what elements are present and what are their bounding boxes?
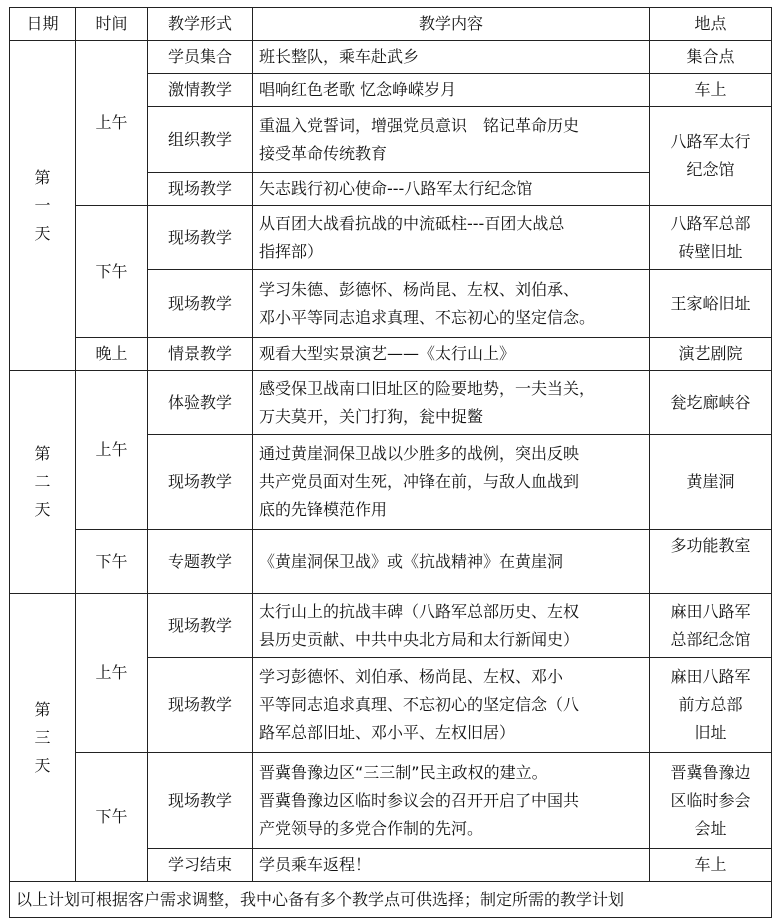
period-d2-am: 上午 xyxy=(76,371,148,530)
form-cell: 现场教学 xyxy=(148,173,253,206)
content-cell: 太行山上的抗战丰碑（八路军总部历史、左权 县历史贡献、中共中央北方局和太行新闻史） xyxy=(253,594,650,658)
period-d1-am: 上午 xyxy=(76,41,148,206)
table-row xyxy=(10,206,772,270)
form-cell: 体验教学 xyxy=(148,371,253,435)
content-cell: 重温入党誓词，增强党员意识 铭记革命历史 接受革命传统教育 xyxy=(253,107,650,173)
content-cell: 感受保卫战南口旧址区的险要地势，一夫当关， 万夫莫开，关门打狗，瓮中捉鳖 xyxy=(253,371,650,435)
place-cell: 麻田八路军 前方总部 旧址 xyxy=(650,658,772,753)
content-cell: 班长整队，乘车赴武乡 xyxy=(253,41,650,74)
footer-note: 以上计划可根据客户需求调整，我中心备有多个教学点可供选择；制定所需的教学计划 xyxy=(10,882,772,918)
header-date: 日期 xyxy=(10,8,76,41)
table-row xyxy=(10,338,772,371)
form-cell: 专题教学 xyxy=(148,530,253,594)
form-cell: 学习结束 xyxy=(148,849,253,882)
form-cell: 现场教学 xyxy=(148,594,253,658)
day-2-label: 第 二 天 xyxy=(10,371,76,594)
schedule-table xyxy=(9,7,772,918)
place-cell: 车上 xyxy=(650,849,772,882)
footer-row xyxy=(10,882,772,918)
form-cell: 组织教学 xyxy=(148,107,253,173)
place-cell: 集合点 xyxy=(650,41,772,74)
content-cell: 矢志践行初心使命---八路军太行纪念馆 xyxy=(253,173,650,206)
table-row xyxy=(10,530,772,594)
day-3-label: 第 三 天 xyxy=(10,594,76,882)
header-place: 地点 xyxy=(650,8,772,41)
form-cell: 现场教学 xyxy=(148,753,253,849)
table-row xyxy=(10,753,772,849)
header-content: 教学内容 xyxy=(253,8,650,41)
table-row xyxy=(10,594,772,658)
content-cell: 晋冀鲁豫边区“三三制”民主政权的建立。 晋冀鲁豫边区临时参议会的召开开启了中国共 产党领导的多党合作制的先河。 xyxy=(253,753,650,849)
header-time: 时间 xyxy=(76,8,148,41)
place-cell: 王家峪旧址 xyxy=(650,270,772,338)
period-d3-am: 上午 xyxy=(76,594,148,753)
form-cell: 现场教学 xyxy=(148,435,253,530)
form-cell: 情景教学 xyxy=(148,338,253,371)
period-d1-eve: 晚上 xyxy=(76,338,148,371)
content-cell: 通过黄崖洞保卫战以少胜多的战例，突出反映 共产党员面对生死，冲锋在前，与敌人血战到 底的先锋模范作用 xyxy=(253,435,650,530)
place-cell: 多功能教室 xyxy=(650,530,772,594)
form-cell: 现场教学 xyxy=(148,270,253,338)
content-cell: 学员乘车返程！ xyxy=(253,849,650,882)
form-cell: 现场教学 xyxy=(148,658,253,753)
place-cell: 瓮圪廊峡谷 xyxy=(650,371,772,435)
period-d2-pm: 下午 xyxy=(76,530,148,594)
place-cell: 八路军太行 纪念馆 xyxy=(650,107,772,206)
content-cell: 观看大型实景演艺——《太行山上》 xyxy=(253,338,650,371)
place-cell: 八路军总部 砖壁旧址 xyxy=(650,206,772,270)
place-cell: 麻田八路军 总部纪念馆 xyxy=(650,594,772,658)
header-row xyxy=(10,8,772,41)
header-form: 教学形式 xyxy=(148,8,253,41)
form-cell: 现场教学 xyxy=(148,206,253,270)
form-cell: 学员集合 xyxy=(148,41,253,74)
content-cell: 《黄崖洞保卫战》或《抗战精神》在黄崖洞 xyxy=(253,530,650,594)
content-cell: 唱响红色老歌 忆念峥嵘岁月 xyxy=(253,74,650,107)
place-cell: 演艺剧院 xyxy=(650,338,772,371)
content-cell: 从百团大战看抗战的中流砥柱---百团大战总 指挥部） xyxy=(253,206,650,270)
day-1-label: 第 一 天 xyxy=(10,41,76,371)
period-d1-pm: 下午 xyxy=(76,206,148,338)
content-cell: 学习朱德、彭德怀、杨尚昆、左权、刘伯承、 邓小平等同志追求真理、不忘初心的坚定信念。 xyxy=(253,270,650,338)
place-cell: 黄崖洞 xyxy=(650,435,772,530)
content-cell: 学习彭德怀、刘伯承、杨尚昆、左权、邓小 平等同志追求真理、不忘初心的坚定信念（八 路军总部旧址、邓小平、左权旧居） xyxy=(253,658,650,753)
period-d3-pm: 下午 xyxy=(76,753,148,882)
place-cell: 晋冀鲁豫边 区临时参会 会址 xyxy=(650,753,772,849)
place-cell: 车上 xyxy=(650,74,772,107)
table-row xyxy=(10,41,772,74)
form-cell: 激情教学 xyxy=(148,74,253,107)
table-row xyxy=(10,371,772,435)
